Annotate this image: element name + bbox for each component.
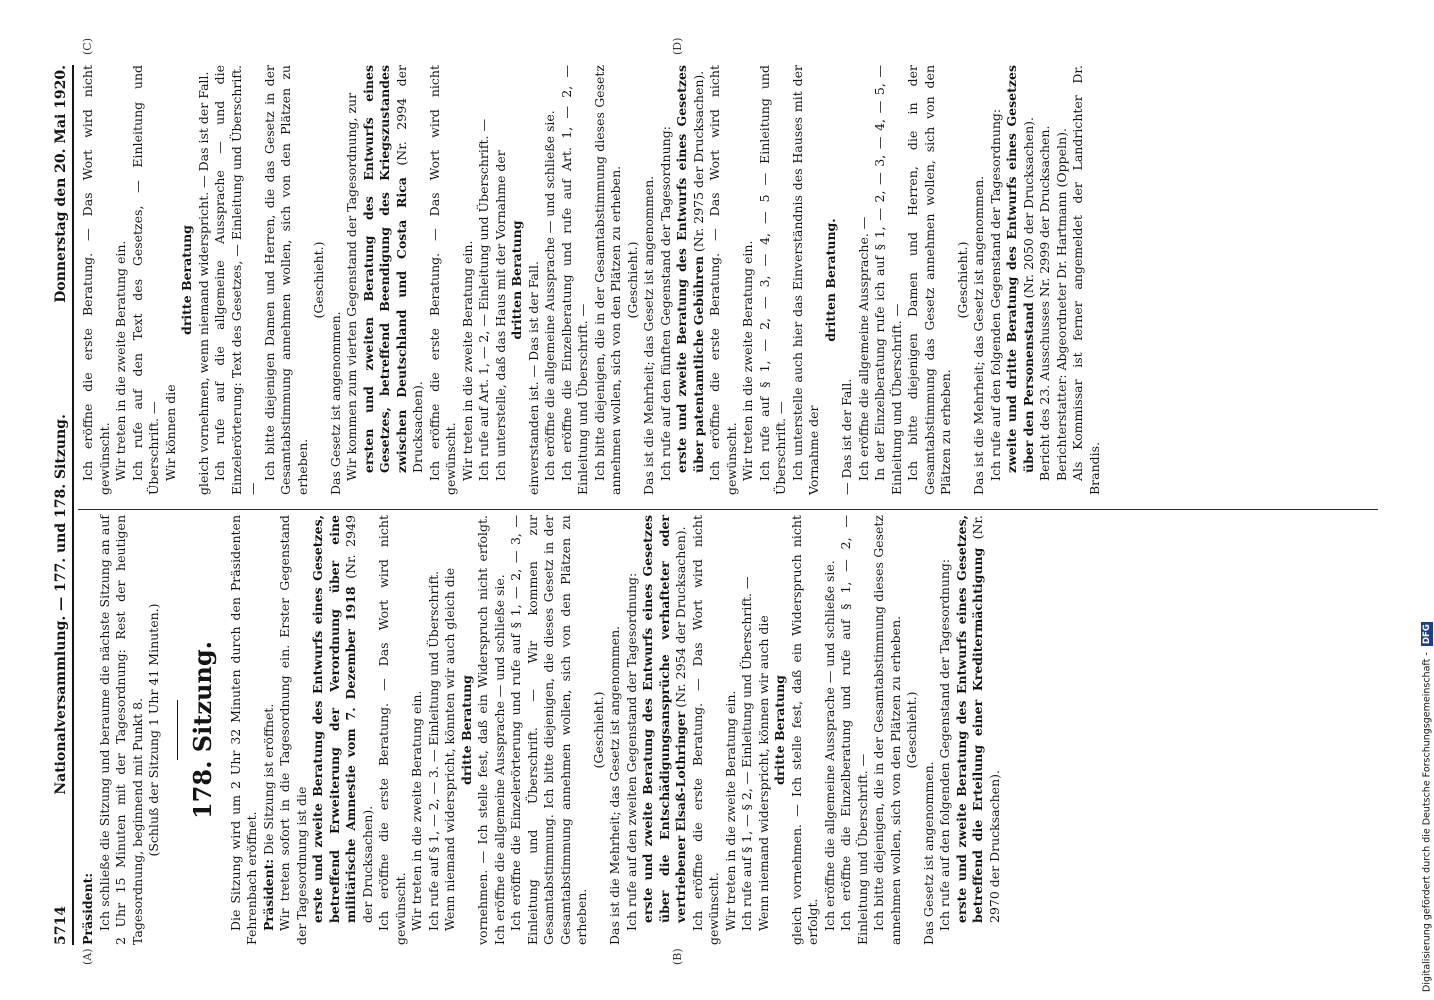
paragraph: Wir treten in die zweite Beratung ein. bbox=[113, 240, 128, 481]
agenda-item bbox=[1004, 65, 1037, 495]
agenda-title: erste und zweite Beratung des Entwurfs eines Gesetzes, betreffend Erweiterung der Verordnung über eine militärische Amnestie vom 7. Dezember 1918 bbox=[310, 515, 358, 923]
paragraph: Ich bitte diejenigen Damen und Herren, die das Gesetz in der Gesamtabstimmung annehmen wollen, sich von den Plätzen zu erheben. bbox=[261, 65, 310, 495]
paragraph: Bericht des 23. Ausschusses Nr. 2999 der Drucksachen. bbox=[1037, 125, 1052, 481]
paragraph: Als Kommissar ist ferner angemeldet der Landrichter Dr. Brandis. bbox=[1070, 65, 1102, 495]
paragraph: Ich bitte diejenigen Damen und Herren, die in der Gesamtabstimmung das Gesetz annehmen wollen, sich von den Plätzen zu erheben. bbox=[905, 65, 953, 495]
reading-label: dritte Beratung bbox=[458, 675, 474, 785]
paragraph: Wir treten in die zweite Beratung ein. bbox=[459, 240, 475, 481]
paragraph: Ich unterstelle auch hier das Einverständnis des Hauses mit der Vornahme der bbox=[789, 65, 821, 495]
session-close-note: (Schluß der Sitzung 1 Uhr 41 Minuten.) bbox=[146, 603, 161, 857]
paragraph: Berichterstatter: Abgeordneter Dr. Hartmann (Oppeln). bbox=[1053, 128, 1069, 481]
agenda-item bbox=[954, 515, 1004, 945]
paragraph-text: Die Sitzung ist eröffnet. bbox=[260, 703, 276, 855]
reading-label: dritten Beratung bbox=[509, 220, 524, 340]
stage-note: (Geschieht.) bbox=[311, 241, 326, 319]
reading-label: dritte Beratung bbox=[772, 675, 787, 785]
paragraph: gleich vornehmen, wenn niemand widerspricht. — Das ist der Fall. bbox=[195, 71, 211, 495]
running-head-date: Donnerstag den 20. Mai 1920. bbox=[52, 65, 69, 303]
paragraph: Ich rufe auf § 1, — § 2, — Einleitung und Überschrift. — bbox=[739, 576, 754, 931]
paragraph: Ich bitte diejenigen, die in der Gesamtabstimmung dieses Gesetz annehmen wollen, sich von den Plätzen zu erheben. bbox=[871, 515, 903, 945]
paragraph: Die Sitzung wird um 2 Uhr 32 Minuten durch den Präsidenten Fehrenbach eröffnet. bbox=[227, 515, 259, 945]
page-number: 5714 bbox=[52, 906, 69, 945]
stage-note: (Geschieht.) bbox=[590, 691, 606, 769]
agenda-ref: (Nr. 2994 der Drucksachen). bbox=[393, 65, 425, 473]
paragraph: Wir können die bbox=[162, 384, 178, 481]
stage-note: (Geschieht.) bbox=[954, 241, 970, 319]
stage-note: (Geschieht.) bbox=[904, 691, 919, 769]
paragraph: Wenn niemand widerspricht, könnten wir auch gleich die bbox=[442, 567, 457, 931]
paragraph: Das Gesetz ist angenommen. bbox=[327, 311, 343, 495]
agenda-ref: (Nr. 2975 der Drucksachen). bbox=[690, 70, 706, 253]
agenda-ref: (Nr. 2949 der Drucksachen). bbox=[343, 515, 375, 923]
paragraph: — Das ist der Fall. bbox=[839, 378, 854, 495]
paragraph: Ich eröffne die erste Beratung. — Das Wort wird nicht gewünscht. bbox=[707, 65, 739, 495]
agenda-item bbox=[674, 65, 707, 495]
column-divider bbox=[78, 509, 1378, 510]
paragraph: vornehmen. — Ich stelle fest, daß ein Widerspruch nicht erfolgt. Ich eröffne die allgemeine Aussprache — und schließe sie. bbox=[475, 515, 507, 945]
agenda-ref: (Nr. 2050 der Drucksachen). bbox=[1020, 116, 1036, 299]
paragraph bbox=[80, 515, 97, 945]
credit-text: Digitalisierung gefördert durch die Deutsche Forschungsgemeinschaft - bbox=[1421, 652, 1433, 992]
agenda-title: ersten und zweiten Beratung des Entwurfs eines Gesetzes, betreffend Beendigung des Kriegszustandes zwischen Deutschland und Costa Rica bbox=[360, 65, 409, 473]
agenda-title: erste und zweite Beratung des Entwurfs eines Gesetzes über die Entschädigungsansprüche verhafteter oder vertriebener Elsaß-Lothringer bbox=[640, 515, 688, 923]
agenda-title: erste und zweite Beratung des Entwurfs eines Gesetzes über patentamtliche Gebühren bbox=[674, 65, 706, 473]
paragraph: Ich eröffne die allgemeine Aussprache — und schließe sie. bbox=[542, 110, 557, 481]
speaker-label: Präsident: bbox=[80, 872, 95, 945]
paragraph: Ich eröffne die Einzelberatung und rufe auf Art. 1, — 2, — Einleitung und Überschrift. — bbox=[558, 65, 590, 495]
agenda-item bbox=[640, 515, 690, 945]
margin-marker-b: (B) bbox=[671, 948, 684, 965]
paragraph: Ich eröffne die erste Beratung. — Das Wort wird nicht gewünscht. bbox=[376, 515, 408, 945]
paragraph: Wir treten sofort in die Tagesordnung ein. Erster Gegenstand der Tagesordnung ist die bbox=[277, 515, 309, 945]
paragraph: Ich rufe auf Art. 1, — 2, — Einleitung und Überschrift. — bbox=[476, 119, 491, 481]
paragraph: Das ist die Mehrheit; das Gesetz ist angenommen. bbox=[971, 175, 986, 495]
margin-marker-a: (A) bbox=[81, 948, 94, 965]
paragraph: Ich schließe die Sitzung und beraume die nächste Sitzung an auf 2 Uhr 15 Minuten mit der Tagesordnung: Rest der heutigen Tagesordnung, beginnend mit Punkt 8. bbox=[96, 515, 145, 945]
paragraph: Ich rufe auf den folgenden Gegenstand der Tagesordnung: bbox=[987, 108, 1003, 481]
paragraph bbox=[261, 515, 278, 945]
paragraph: Ich eröffne die allgemeine Aussprache — und schließe sie. bbox=[821, 560, 837, 931]
paragraph: Wir treten in die zweite Beratung ein. bbox=[740, 240, 755, 481]
paragraph: Wir treten in die zweite Beratung ein. bbox=[722, 690, 738, 931]
paragraph: Ich eröffne die Einzelberatung und rufe auf § 1, — 2, — Einleitung und Überschrift. — bbox=[838, 515, 870, 945]
stage-note: (Geschieht.) bbox=[624, 241, 640, 319]
paragraph: Ich rufe auf den fünften Gegenstand der Tagesordnung: bbox=[657, 126, 673, 481]
right-column bbox=[80, 65, 1103, 495]
divider-rule bbox=[177, 700, 178, 760]
paragraph: Ich eröffne die erste Beratung. — Das Wort wird nicht gewünscht. bbox=[689, 515, 721, 945]
running-head bbox=[50, 65, 74, 945]
paragraph: Ich eröffne die allgemeine Aussprache. — bbox=[855, 216, 871, 481]
agenda-ref: (Nr. 2954 der Drucksachen). bbox=[673, 526, 688, 708]
agenda-ref: (Nr. 2970 der Drucksachen). bbox=[970, 515, 1002, 923]
digitization-credit bbox=[1420, 8, 1434, 992]
paragraph: einverstanden ist. — Das ist der Fall. bbox=[525, 261, 541, 495]
paragraph: Das Gesetz ist angenommen. bbox=[920, 761, 936, 945]
speaker-label: Präsident: bbox=[260, 858, 276, 931]
paragraph: Ich unterstelle, daß das Haus mit der Vornahme der bbox=[492, 150, 508, 481]
paragraph: Ich rufe auf die allgemeine Aussprache — und die Einzelerörterung: Text des Gesetzes, — Einleitung und Überschrift. — bbox=[212, 65, 260, 495]
reading-label: dritte Beratung bbox=[179, 225, 194, 335]
agenda-item bbox=[310, 515, 376, 945]
paragraph: Das ist die Mehrheit; das Gesetz ist angenommen. bbox=[607, 625, 622, 945]
margin-marker-d: (D) bbox=[671, 37, 684, 55]
paragraph: Ich rufe auf den zweiten Gegenstand der Tagesordnung: bbox=[623, 572, 639, 931]
paragraph: gleich vornehmen. — Ich stelle fest, daß ein Widerspruch nicht erfolgt. bbox=[788, 515, 820, 945]
paragraph: Wenn niemand widerspricht, können wir auch die bbox=[755, 615, 771, 931]
paragraph: Das ist die Mehrheit; das Gesetz ist angenommen. bbox=[641, 175, 656, 495]
agenda-title: erste und zweite Beratung des Entwurfs eines Gesetzes, betreffend die Erteilung einer Kreditermächtigung bbox=[953, 515, 985, 923]
paragraph: Ich rufe auf den folgenden Gegenstand der Tagesordnung: bbox=[937, 558, 952, 931]
agenda-title: zweite und dritte Beratung des Entwurfs eines Gesetzes über den Personenstand bbox=[1004, 65, 1036, 473]
paragraph: Wir treten in die zweite Beratung ein. bbox=[409, 690, 424, 931]
running-head-left-title: Nationalversammlung. — 177. und 178. Sitzung. bbox=[52, 414, 69, 795]
rotated-page bbox=[50, 37, 1380, 965]
paragraph: Ich eröffne die erste Beratung. — Das Wort wird nicht gewünscht. bbox=[426, 65, 458, 495]
left-column bbox=[80, 515, 1003, 945]
paragraph: In der Einzelberatung rufe ich auf § 1, — 2, — 3, — 4, — 5, — Einleitung und Überschrift. — bbox=[872, 65, 904, 495]
session-heading: 178. Sitzung. bbox=[187, 641, 217, 820]
paragraph: Ich eröffne die Einzelerörterung und rufe auf § 1, — 2, — 3, — Einleitung und Überschrift. — Wir kommen zur Gesamtabstimmung. Ich bitte diejenigen, die dieses Gesetz in der Gesamtabstimmung annehmen wollen, sich von den Plätzen zu erheben. bbox=[508, 515, 589, 945]
paragraph: Ich rufe auf den Text des Gesetzes, — Einleitung und Überschrift. — bbox=[129, 65, 161, 495]
paragraph: Ich rufe auf § 1, — 2, — 3, — 4, — 5 — Einleitung und Überschrift. — bbox=[756, 65, 788, 495]
margin-marker-c: (C) bbox=[81, 38, 94, 55]
paragraph: Ich bitte diejenigen, die in der Gesamtabstimmung dieses Gesetz annehmen wollen, sich von den Plätzen zu erheben. bbox=[591, 65, 623, 495]
paragraph: Ich eröffne die erste Beratung. — Das Wort wird nicht gewünscht. bbox=[80, 65, 112, 495]
paragraph: Ich rufe auf § 1, — 2, — 3. — Einleitung und Überschrift. bbox=[425, 570, 441, 931]
reading-label: dritten Beratung. bbox=[822, 218, 838, 342]
agenda-item bbox=[361, 65, 427, 495]
dfg-logo-badge: DFG bbox=[1422, 624, 1432, 645]
paragraph: Wir kommen zum vierten Gegenstand der Tagesordnung, zur bbox=[344, 92, 359, 481]
